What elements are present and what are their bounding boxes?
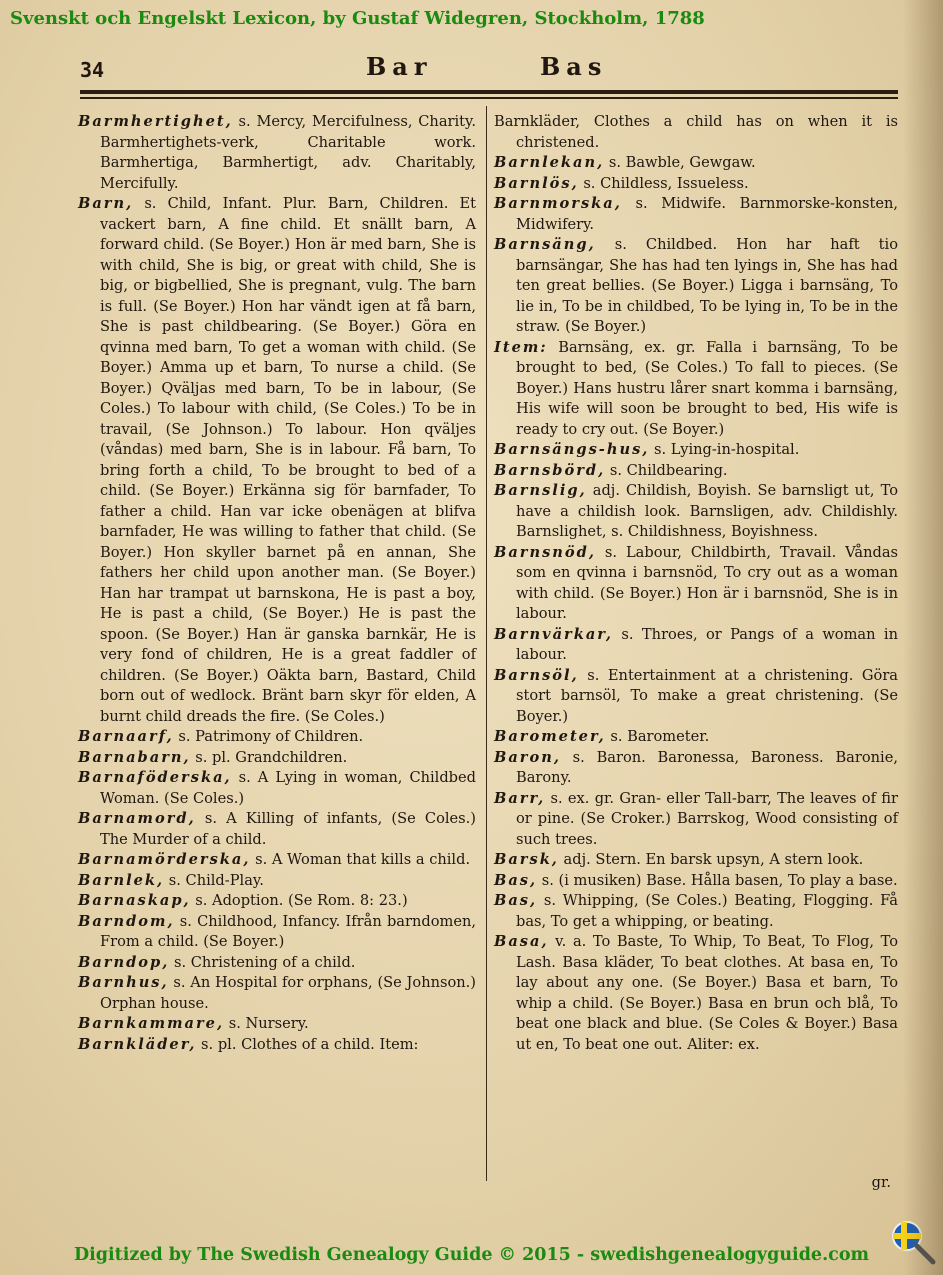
dictionary-entry bbox=[494, 871, 898, 892]
dictionary-entry bbox=[78, 768, 476, 809]
running-head-left: Bar bbox=[366, 52, 433, 81]
entry-definition: s. Childbed. Hon har haft tio barnsängar, She has had ten lyings in, She has had ten great bellies. (Se Boyer.) Ligga i barnsäng, To lie in, To be in childbed, To be lying in, To be in the straw. (Se Boyer.) bbox=[516, 236, 899, 335]
running-head-right: Bas bbox=[540, 52, 608, 81]
dictionary-entry bbox=[78, 973, 476, 1014]
footer-credit: Digitized by The Swedish Genealogy Guide © 2015 - swedishgenealogyguide.com bbox=[73, 1245, 870, 1265]
entry-definition: s. Childhood, Infancy. Ifrån barndomen, From a child. (Se Boyer.) bbox=[100, 912, 477, 950]
column-divider bbox=[486, 106, 487, 1181]
dictionary-entry bbox=[494, 932, 898, 1055]
header-rule-thick bbox=[80, 90, 898, 94]
entry-headword: Barnhus, bbox=[78, 974, 169, 991]
dictionary-entry bbox=[494, 235, 898, 338]
dictionary-entry bbox=[494, 850, 898, 871]
entry-definition: s. Childless, Issueless. bbox=[583, 174, 749, 192]
entry-definition: s. Nursery. bbox=[228, 1015, 309, 1032]
entry-definition: adj. Stern. En barsk upsyn, A stern look. bbox=[563, 851, 864, 868]
entry-definition: adj. Childish, Boyish. Se barnsligt ut, To have a childish look. Barnsligen, adv. Childishly. Barnslighet, s. Childishness, Boyishness. bbox=[516, 482, 898, 540]
entry-headword: Barometer, bbox=[494, 728, 606, 745]
dictionary-entry bbox=[494, 543, 898, 625]
entry-definition: s. Mercy, Mercifulness, Charity. Barmhertighets-verk, Charitable work. Barmhertiga, Barmhertigt, adv. Charitably, Mercifully. bbox=[100, 113, 476, 192]
entry-definition: s. Baron. Baronessa, Baroness. Baronie, Barony. bbox=[516, 748, 898, 786]
swedish-flag-magnifier-icon bbox=[889, 1218, 937, 1266]
dictionary-entry bbox=[78, 809, 476, 850]
entry-headword: Bas, bbox=[494, 871, 538, 889]
entry-headword: Barnsängs-hus, bbox=[494, 441, 650, 458]
entry-headword: Barnslig, bbox=[494, 482, 587, 499]
entry-headword: Barnlek, bbox=[78, 871, 165, 889]
entry-headword: Barnaarf, bbox=[78, 728, 174, 745]
entry-headword: Basa, bbox=[494, 933, 549, 950]
entry-definition: s. A Lying in woman, Childbed Woman. (Se Coles.) bbox=[100, 769, 477, 807]
entry-headword: Barndom, bbox=[78, 912, 175, 930]
dictionary-entry bbox=[78, 912, 476, 953]
dictionary-entry bbox=[78, 112, 476, 194]
entry-definition: s. Midwife. Barnmorske-konsten, Midwifery. bbox=[516, 195, 899, 233]
entry-definition: s. pl. Clothes of a child. Item: bbox=[201, 1035, 419, 1053]
entry-headword: Barnaföderska, bbox=[78, 769, 232, 786]
entry-headword: Barnlös, bbox=[494, 174, 579, 192]
dictionary-entry bbox=[78, 194, 476, 727]
entry-headword: Barmhertighet, bbox=[78, 113, 233, 130]
dictionary-entry bbox=[78, 850, 476, 871]
right-column bbox=[494, 112, 898, 1055]
entry-headword: Barnsäng, bbox=[494, 236, 596, 253]
dictionary-entry bbox=[494, 338, 898, 441]
entry-definition: s. Labour, Childbirth, Travail. Våndas som en qvinna i barnsnöd, To cry out as a woman with child. (Se Boyer.) Hon är i barnsnöd, She is in labour. bbox=[516, 543, 899, 622]
entry-headword: Barndop, bbox=[78, 953, 170, 971]
entry-definition: s. (i musiken) Base. Hålla basen, To play a base. bbox=[541, 871, 898, 889]
entry-definition: s. Throes, or Pangs of a woman in labour. bbox=[516, 625, 898, 663]
entry-definition: s. Patrimony of Children. bbox=[178, 728, 364, 745]
header-rule-thin bbox=[80, 97, 898, 99]
dictionary-entry bbox=[494, 440, 898, 461]
entry-definition: Barnsäng, ex. gr. Falla i barnsäng, To be brought to bed, (Se Coles.) To fall to pieces. (Se Boyer.) Hans hustru lårer snart komma i barnsäng, His wife will soon be brought to bed, His wife is ready to cry out. (Se Boyer.) bbox=[516, 338, 899, 438]
entry-headword: Barnamord, bbox=[78, 810, 196, 827]
entry-headword: Barnsbörd, bbox=[494, 461, 606, 479]
entry-headword: Bas, bbox=[494, 892, 538, 909]
entry-definition: s. An Hospital for orphans, (Se Johnson.) Orphan house. bbox=[100, 974, 477, 1012]
dictionary-entry bbox=[494, 461, 898, 482]
entry-definition: s. ex. gr. Gran- eller Tall-barr, The leaves of fir or pine. (Se Croker.) Barrskog, Wood consisting of such trees. bbox=[516, 789, 898, 848]
entry-definition: s. Adoption. (Se Rom. 8: 23.) bbox=[195, 892, 408, 909]
dictionary-entry bbox=[494, 194, 898, 235]
dictionary-entry bbox=[494, 153, 898, 174]
entry-definition: s. Bawble, Gewgaw. bbox=[608, 154, 756, 171]
dictionary-entry bbox=[78, 871, 476, 892]
entry-headword: Barsk, bbox=[494, 851, 559, 868]
dictionary-entry bbox=[494, 727, 898, 748]
entry-definition: s. pl. Grandchildren. bbox=[195, 748, 348, 766]
entry-headword: Barnlekan, bbox=[494, 154, 605, 171]
entry-headword: Baron, bbox=[494, 748, 561, 766]
entry-headword: Barnsöl, bbox=[494, 666, 579, 684]
entry-definition: s. Lying-in-hospital. bbox=[654, 441, 800, 458]
entry-definition: s. Entertainment at a christening. Göra stort barnsöl, To make a great christening. (Se Boyer.) bbox=[516, 666, 898, 725]
entry-headword: Barnkammare, bbox=[78, 1015, 225, 1032]
dictionary-entry bbox=[78, 748, 476, 769]
entry-headword: Barnsnöd, bbox=[494, 543, 596, 561]
dictionary-entry bbox=[494, 112, 898, 153]
entry-definition: v. a. To Baste, To Whip, To Beat, To Flog, To Lash. Basa kläder, To beat clothes. At basa en, To lay about any one. (Se Boyer.) Basa et barn, To whip a child. (Se Boyer.) Basa en brun och blå, To beat one black and blue. (Se Coles & Boyer.) Basa ut en, To beat one out. Aliter: ex. bbox=[516, 933, 898, 1053]
dictionary-entry bbox=[494, 666, 898, 728]
entry-headword: Barnvärkar, bbox=[494, 625, 613, 643]
catchword: gr. bbox=[871, 1174, 891, 1191]
dictionary-entry bbox=[78, 1035, 476, 1056]
entry-headword: Barnabarn, bbox=[78, 748, 191, 766]
dictionary-entry bbox=[494, 748, 898, 789]
left-column bbox=[78, 112, 476, 1055]
entry-definition: s. Child, Infant. Plur. Barn, Children. Et vackert barn, A fine child. Et snällt barn, A forward child. (Se Boyer.) Hon är med barn, She is with child, She is big, or great with child, She is big, or bigbellied, She is pregnant, vulg. The barn is full. (Se Boyer.) Hon har vändt igen at få barn, She is past childbearing. (Se Boyer.) Göra en qvinna med barn, To get a woman with child. (Se Boyer.) Amma up et barn, To nurse a child. (Se Boyer.) Qväljas med barn, To be in labour, (Se Coles.) To labour with child, (Se Coles.) To be in travail, (Se Johnson.) To labour. Hon qväljes (våndas) med barn, She is in labour. Få barn, To bring forth a child, To be brought to bed of a child. (Se Boyer.) Erkänna sig för barnfader, To father a child. Han var icke obenägen at blifva barnfader, He was willing to father that child. (Se Boyer.) Hon skyller barnet på en annan, She fathers her child upon another man. (Se Boyer.) Han har trampat ut barnskona, He is past a boy, He is past a child, (Se Boyer.) He is past the spoon. (Se Boyer.) Han är ganska barnkär, He is very fond of children, He is a great faddler of children. (Se Boyer.) Oäkta barn, Bastard, Child born out of wedlock. Bränt barn skyr för elden, A burnt child dreads the fire. (Se Coles.) bbox=[100, 195, 477, 725]
entry-definition: s. Whipping, (Se Coles.) Beating, Flogging. Få bas, To get a whipping, or beating. bbox=[516, 892, 898, 930]
entry-headword: Barnmorska, bbox=[494, 195, 622, 212]
entry-definition: s. Childbearing. bbox=[609, 461, 728, 479]
entry-definition: Barnkläder, Clothes a child has on when it is christened. bbox=[494, 113, 898, 151]
entry-headword: Barnkläder, bbox=[78, 1035, 197, 1053]
entry-definition: s. Child-Play. bbox=[168, 871, 264, 889]
entry-definition: s. Barometer. bbox=[610, 728, 710, 745]
entry-definition: s. A Killing of infants, (Se Coles.) The Murder of a child. bbox=[100, 810, 477, 848]
banner-title: Svenskt och Engelskt Lexicon, by Gustaf Widegren, Stockholm, 1788 bbox=[10, 8, 705, 29]
entry-headword: Barr, bbox=[494, 789, 546, 807]
entry-definition: s. Christening of a child. bbox=[173, 953, 356, 971]
dictionary-entry bbox=[494, 891, 898, 932]
entry-headword: Barn, bbox=[78, 195, 134, 212]
dictionary-entry bbox=[78, 891, 476, 912]
dictionary-entry bbox=[78, 953, 476, 974]
dictionary-entry bbox=[494, 174, 898, 195]
dictionary-entry bbox=[494, 789, 898, 851]
entry-headword: Item: bbox=[494, 338, 548, 356]
dictionary-entry bbox=[78, 727, 476, 748]
entry-headword: Barnaskap, bbox=[78, 892, 191, 909]
dictionary-entry bbox=[78, 1014, 476, 1035]
dictionary-entry bbox=[494, 481, 898, 543]
entry-definition: s. A Woman that kills a child. bbox=[255, 851, 471, 868]
entry-headword: Barnamörderska, bbox=[78, 851, 251, 868]
page-number: 34 bbox=[80, 58, 105, 82]
dictionary-entry bbox=[494, 625, 898, 666]
